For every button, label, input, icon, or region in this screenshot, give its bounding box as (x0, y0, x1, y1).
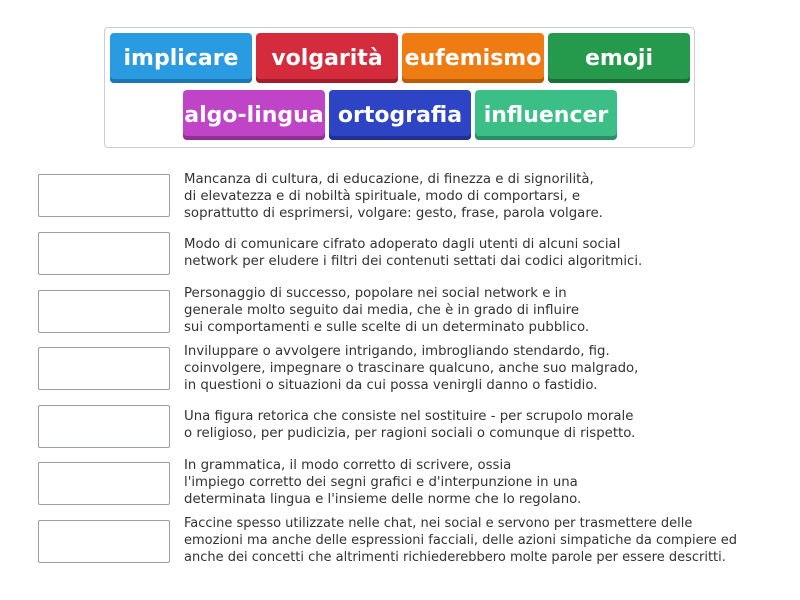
definition-5: Una figura retorica che consiste nel sostituire - per scrupolo morale o religioso, per pudicizia, per ragioni sociali o comunque di rispetto. (184, 409, 636, 441)
definition-6: In grammatica, il modo corretto di scrivere, ossia l'impiego corretto dei segni grafici e d'interpunzione in una determinata lingua e l'insieme delle norme che lo regolano. (184, 458, 582, 507)
definition-7: Faccine spesso utilizzate nelle chat, nei social e servono per trasmettere delle emozioni ma anche delle espressioni facciali, delle azioni simpatiche da compiere ed anche dei concetti che altrimenti richiederebbero molte parole per essere descritti. (184, 516, 738, 565)
definition-3: Personaggio di successo, popolare nei social network e in generale molto seguito dai media, che è in grado di influire sui comportamenti e sulle scelte di un determinato pubblico. (184, 286, 590, 335)
drop-box-4[interactable] (38, 347, 170, 390)
drop-box-7[interactable] (38, 520, 170, 563)
drop-box-1[interactable] (38, 174, 170, 217)
definition-1: Mancanza di cultura, di educazione, di finezza e di signorilità, di elevatezza e di nobiltà spirituale, modo di comportarsi, e soprattutto di esprimersi, volgare: gesto, frase, parola volgare. (184, 172, 603, 221)
tile-eufemismo[interactable]: eufemismo (402, 33, 544, 83)
tile-volgarita[interactable]: volgarità (256, 33, 398, 83)
drop-box-3[interactable] (38, 290, 170, 333)
tile-algo-lingua[interactable]: algo-lingua (183, 90, 325, 140)
drop-box-6[interactable] (38, 462, 170, 505)
drop-box-5[interactable] (38, 405, 170, 448)
definition-4: Inviluppare o avvolgere intrigando, imbrogliando stendardo, fig. coinvolgere, impegnare o trascinare qualcuno, anche suo malgrado, in questioni o situazioni da cui possa venirgli danno o fastidio. (184, 344, 639, 393)
tile-influencer[interactable]: influencer (475, 90, 617, 140)
tile-implicare[interactable]: implicare (110, 33, 252, 83)
tile-emoji[interactable]: emoji (548, 33, 690, 83)
drop-box-2[interactable] (38, 232, 170, 275)
tile-ortografia[interactable]: ortografia (329, 90, 471, 140)
definition-2: Modo di comunicare cifrato adoperato dagli utenti di alcuni social network per eludere i filtri dei contenuti settati dai codici algoritmici. (184, 237, 643, 269)
